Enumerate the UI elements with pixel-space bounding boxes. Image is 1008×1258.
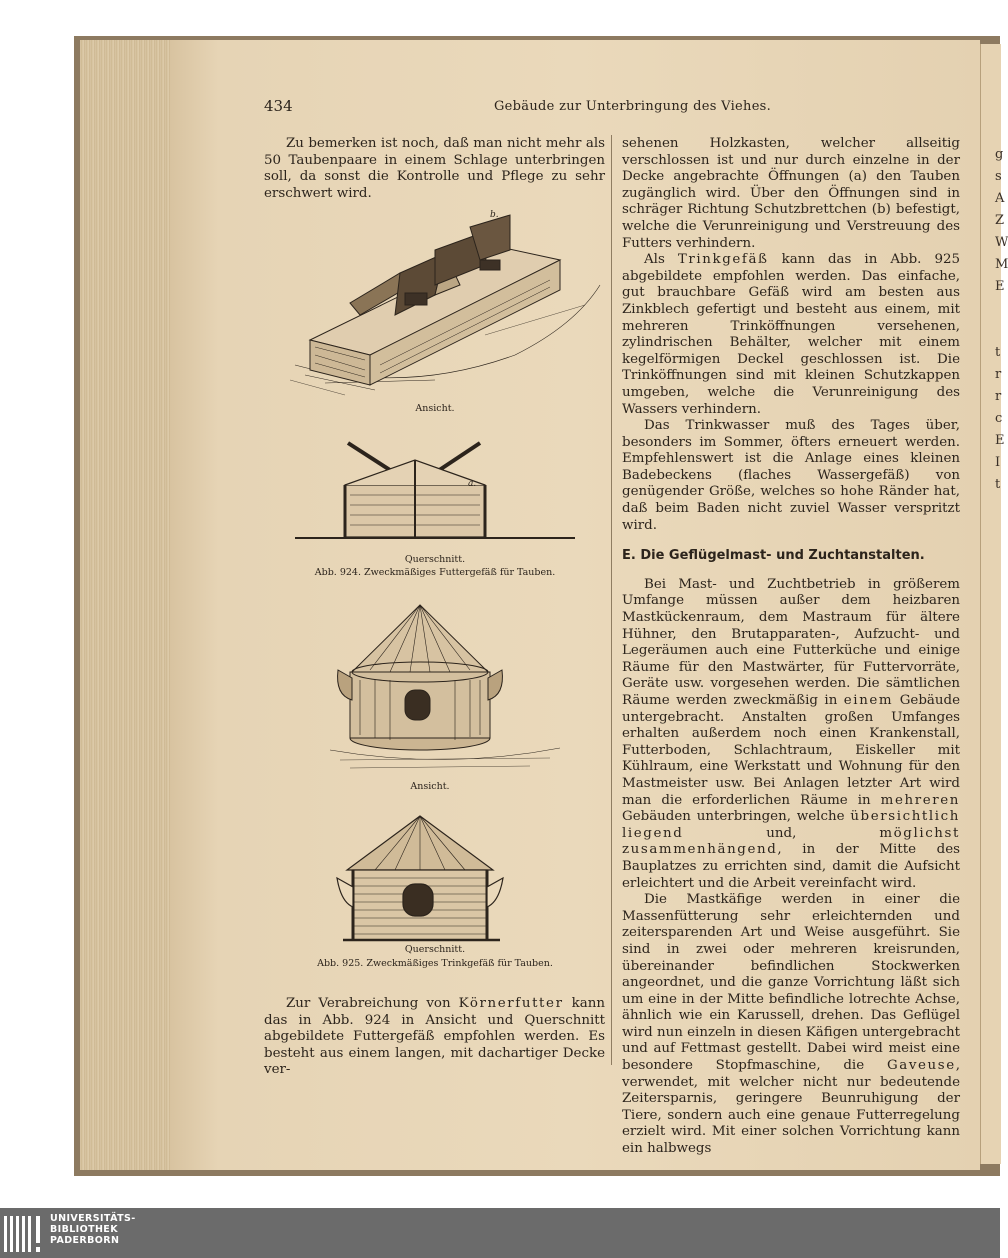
fig925-section-illustration (335, 812, 510, 944)
paragraph-drinking-vessel (622, 252, 960, 418)
text-fragment: , in der Mitte des Bauplatzes zu errichten sind, damit die Aufsicht erleichtert und die Arbeit vereinfacht wird. (622, 842, 960, 891)
library-logo-bar (0, 1208, 1000, 1258)
logo-line-1: UNIVERSITÄTS- (50, 1213, 136, 1224)
marker-b-label: b. (490, 210, 499, 220)
logo-line-3: PADERBORN (50, 1235, 120, 1246)
section-heading: E. Die Geflügelmast- und Zuchtanstalten. (622, 548, 925, 564)
spaced-term-uebersichtlich: übersichtlich liegend (622, 809, 960, 841)
text-fragment: Als (644, 252, 678, 268)
fig925-caption: Abb. 925. Zweckmäßiges Trinkgefäß für Tauben. (317, 958, 553, 969)
paragraph-feeding-box-continued: sehenen Holzkasten, welcher allseitig verschlossen ist und nur durch einzelne in der Decke angebrachte Öffnungen (a) den Tauben zugänglich wird. Über den Öffnungen sind in schräger Richtung Schutzbrettchen (b) befestigt, welche die Verunreinigung und Verstreuung des Futters verhindern. (622, 136, 960, 251)
paragraph-drinking-water: Das Trinkwasser muß des Tages über, besonders im Sommer, öfters erneuert werden. Empfehlenswert ist die Anlage eines kleinen Badebeckens (flaches Wassergefäß) von genügender Größe, welches so hohe Ränder hat, daß beim Baden nicht zuviel Wasser verspritzt wird. (622, 418, 960, 533)
running-title: Gebäude zur Unterbringung des Viehes. (494, 99, 772, 114)
text-fragment: und, (683, 825, 880, 841)
text-fragment: Bei Mast- und Zuchtbetrieb in größerem Umfange müssen außer dem heizbaren Mastkückenraum, dem Mastraum für ältere Hühner, den Brutapparaten-, Aufzucht- und Legeräumen auch eine Futterküche und einige Räume für den Mastwärter, für Futtervorräte, Geräte usw. vorgesehen werden. Die sämtlichen Räume werden zweckmäßig in (622, 576, 960, 708)
fig924-caption: Abb. 924. Zweckmäßiges Futtergefäß für Tauben. (314, 567, 556, 578)
next-page-edge (980, 44, 1008, 1164)
fig924-view-illustration (285, 205, 605, 400)
text-fragment: Die Mastkäfige werden in einer die Massenfütterung sehr erleichternden und zeitersparenden Art und Weise ausgeführt. Sie sind in zwei oder mehreren kreisrunden, übereinander befindlichen Stockwerken angeordnet, und die ganze Vorrichtung läßt sich um eine in der Mitte befindliche lotrechte Achse, ähnlich wie ein Karussell, drehen. Das Geflügel wird nun einzeln in diesen Käfigen untergebracht und auf Fettmast gestellt. Dabei wird meist eine besondere Stopfmaschine, die (622, 892, 960, 1074)
spaced-term-gaveuse: Gaveuse (886, 1058, 956, 1074)
next-page-fragment: c (995, 411, 1003, 426)
library-logo-icon (4, 1214, 46, 1254)
text-fragment: kann das in Abb. 925 abgebildete empfohlen werden. Das einfache, gut brauchbare Gefäß wird am besten aus Zinkblech gefertigt und besteht aus einem, mit mehreren Trinköffnungen versehenen, zylindrischen Behälter, welcher mit einem kegelförmigen Deckel geschlossen ist. Die Trinköffnungen sind mit kleinen Schutzkappen umgeben, welche die Verunreinigung des Wassers verhindern. (622, 252, 961, 417)
fig925-view-illustration (330, 600, 560, 780)
next-page-fragment: g (995, 147, 1004, 162)
text-fragment: Zur Verabreichung von (286, 996, 459, 1011)
next-page-fragment (981, 298, 1001, 320)
fig924-section-label: Querschnitt. (404, 554, 466, 565)
logo-line-2: BIBLIOTHEK (50, 1224, 118, 1235)
paragraph-pigeon-limit: Zu bemerken ist noch, daß man nicht mehr als 50 Taubenpaare in einem Schlage unterbringen soll, da sonst die Kontrolle und Pflege zu sehr erschwert wird. (264, 136, 605, 201)
next-page-fragment: I (995, 455, 1001, 470)
paragraph-grain-feed (264, 996, 605, 1079)
left-column-top (264, 136, 605, 202)
page-number: 434 (264, 97, 293, 115)
spaced-term-einem: einem (843, 693, 894, 708)
right-column (622, 136, 960, 1158)
text-fragment: , verwendet, mit welcher nicht nur bedeutende Zeitersparnis, geringere Beunruhigung der Tiere, sondern auch eine genaue Futterregelung erzielt wird. Mit einer solchen Vorrichtung kann ein halbwegs (622, 1058, 960, 1157)
next-page-fragment: E (995, 279, 1005, 294)
next-page-fragment: W (995, 235, 1008, 250)
next-page-fragment (981, 320, 1001, 342)
fig924-section-illustration (290, 440, 580, 545)
fig925-view-label: Ansicht. (410, 781, 450, 792)
next-page-fragment: Z (995, 213, 1005, 228)
next-page-fragment: E (995, 433, 1005, 448)
paragraph-fattening-cages (622, 892, 960, 1158)
text-fragment: Gebäuden unterbringen, welche (622, 809, 851, 825)
library-logo-text (50, 1213, 136, 1246)
text-fragment: Gebäude untergebracht. Anstalten großen Umfanges erhalten außerdem noch einen Krankenstall, Futterboden, Schlachtraum, Eiskeller mit Kühlraum, eine Werkstatt und Wohnung für den Mastmeister usw. Bei Anlagen letzter Art wird man die erforderlichen Räume in (622, 693, 960, 808)
fig924-view-label: Ansicht. (415, 403, 455, 414)
column-divider (611, 135, 612, 1065)
spaced-term-mehreren: mehreren (880, 792, 960, 808)
marker-a-label: a. (468, 479, 477, 489)
spaced-term-zusammenhaengend: möglichst zusammenhängend (622, 825, 960, 858)
next-page-fragment: t (995, 477, 1001, 492)
text-fragment: kann das in Abb. 924 in Ansicht und Querschnitt abgebildete Futtergefäß empfohlen werden. Es besteht aus einem langen, mit dachartiger Decke ver- (264, 996, 605, 1078)
next-page-fragment: r (995, 367, 1002, 382)
left-column-bottom (264, 996, 605, 1079)
spaced-term-koernerfutter: Körnerfutter (458, 996, 564, 1011)
next-page-fragment: M (995, 257, 1008, 272)
fig925-section-label: Querschnitt. (404, 944, 466, 955)
next-page-fragment: t (995, 345, 1001, 360)
paragraph-fattening-facilities (622, 577, 960, 892)
next-page-fragment: s (995, 169, 1002, 184)
spaced-term-trinkgefaess: Trinkgefäß (677, 252, 769, 268)
next-page-fragment: r (995, 389, 1002, 404)
next-page-fragment: A (995, 191, 1005, 206)
